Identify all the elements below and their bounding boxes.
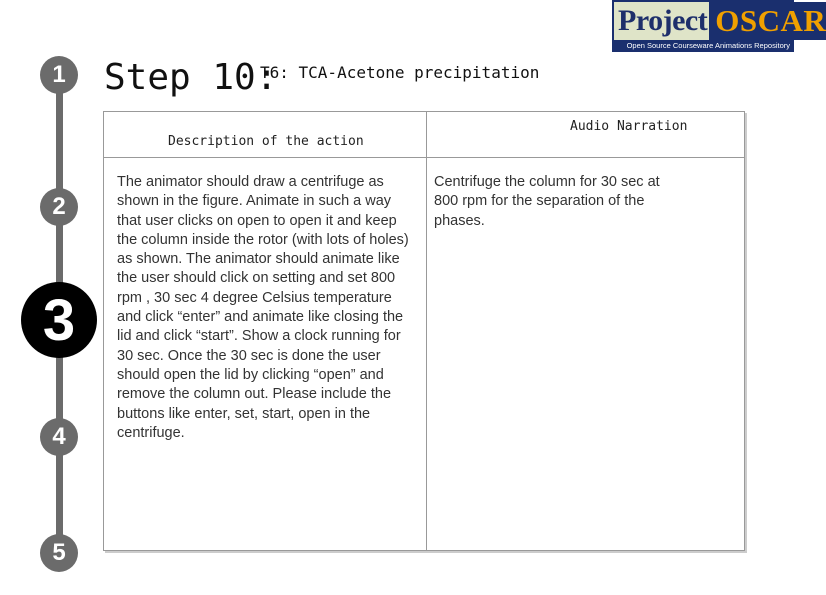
step-4-badge: 4 bbox=[40, 418, 78, 456]
step-2-badge: 2 bbox=[40, 188, 78, 226]
step-title: Step 10: bbox=[104, 57, 278, 98]
logo-word-oscar: OSCAR bbox=[709, 2, 826, 40]
logo-tagline: Open Source Courseware Animations Repository bbox=[626, 41, 790, 50]
description-column-header: Description of the action bbox=[168, 134, 364, 149]
column-divider bbox=[426, 112, 427, 550]
step-3-badge-current: 3 bbox=[21, 282, 97, 358]
description-text: The animator should draw a centrifuge as shown in the figure. Animate in such a way that user clicks on open to open it and keep the column inside the rotor (with lots of holes) as shown. The animator should animate like the user should click on setting and set 800 rpm , 30 sec 4 degree Celsius temperature and click “enter” and animate like closing the lid and click “start”. Show a clock running for 30 sec. Once the 30 sec is done the user should open the lid by clicking “open” and remove the column out. Please include the buttons like enter, set, start, open in the centrifuge. bbox=[117, 174, 409, 441]
audio-column-header: Audio Narration bbox=[570, 119, 688, 134]
header-divider bbox=[104, 157, 744, 158]
logo-wordmark bbox=[614, 2, 826, 40]
audio-narration-text: Centrifuge the column for 30 sec at 800 rpm for the separation of the phases. bbox=[434, 174, 660, 229]
step-1-badge: 1 bbox=[40, 56, 78, 94]
project-oscar-logo bbox=[612, 0, 826, 52]
step-5-badge: 5 bbox=[40, 534, 78, 572]
logo-word-project: Project bbox=[614, 2, 709, 40]
storyboard-table bbox=[103, 111, 745, 551]
step-subtitle: T6: TCA-Acetone precipitation bbox=[260, 63, 540, 82]
